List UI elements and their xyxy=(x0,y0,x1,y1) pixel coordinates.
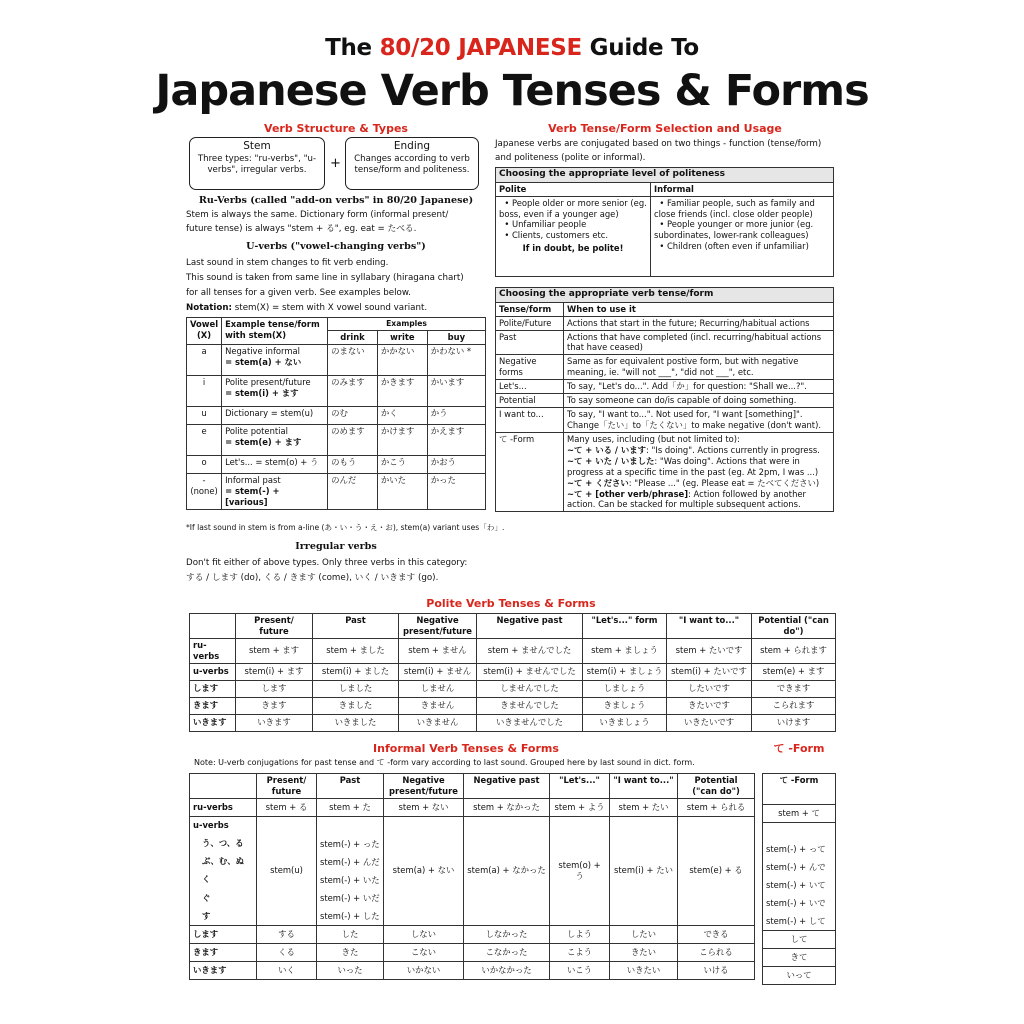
informal-list-cell xyxy=(651,196,834,276)
tense-cell: て -Form xyxy=(496,432,564,511)
te-row xyxy=(763,877,836,895)
desc-line: Informal past xyxy=(225,474,281,485)
te-use-text: : "Please ..." (eg. Please eat = たべてください) xyxy=(628,477,820,488)
usage-intro-2: and politeness (polite or informal). xyxy=(495,153,646,163)
informal-cell: stem + よう xyxy=(550,798,610,816)
ru-verbs-heading: Ru-Verbs (called "add-on verbs" in 80/20 Japanese) xyxy=(198,195,474,206)
notation-text: stem(X) = stem with X vowel sound variant. xyxy=(232,303,428,313)
tense-row xyxy=(496,380,834,394)
informal-cell: stem(e) + る xyxy=(678,816,755,925)
polite-cell: stem(i) + ません xyxy=(399,663,477,680)
te-row xyxy=(763,913,836,931)
polite-cell: しました xyxy=(313,680,399,697)
stem-box xyxy=(189,137,325,190)
polite-row xyxy=(190,714,836,731)
informal-row-label: きます xyxy=(190,943,257,961)
usage-cell: To say, "Let's do...". Add「か」for question: "Shall we...?". xyxy=(564,380,834,394)
polite-header-cell: "Let's..." form xyxy=(583,614,667,639)
tense-cell: Negative forms xyxy=(496,355,564,380)
vowel-row xyxy=(187,344,486,375)
te-cell xyxy=(763,823,836,841)
vowel-cell: e xyxy=(187,424,222,455)
informal-cell: いく xyxy=(257,961,317,979)
polite-list-cell xyxy=(496,196,651,276)
informal-cell: こられる xyxy=(678,943,755,961)
u-sound-label: う、つ、る xyxy=(190,835,257,853)
polite-cell: しませんでした xyxy=(477,680,583,697)
drink-cell: のもう xyxy=(328,455,378,473)
polite-row-label: u-verbs xyxy=(190,663,236,680)
informal-cell: stem + た xyxy=(317,798,384,816)
write-header: write xyxy=(377,330,427,344)
informal-item: • Familiar people, such as family and close friends (incl. close older people) xyxy=(654,197,815,219)
informal-cell: いきたい xyxy=(610,961,678,979)
informal-cell: stem + なかった xyxy=(464,798,550,816)
usage-cell: To say, "I want to...". Not used for, "I want [something]". Change「たい」to「たくない」to make negative (don't want). xyxy=(564,408,834,433)
polite-cell: できます xyxy=(752,680,836,697)
write-cell: かきます xyxy=(377,375,427,406)
politeness-header: Choosing the appropriate level of politeness xyxy=(496,168,834,183)
polite-cell: stem(e) + ます xyxy=(752,663,836,680)
informal-past-line: stem(-) + んだ xyxy=(320,856,380,867)
polite-cell: いきます xyxy=(236,714,313,731)
u-sound-label: す xyxy=(190,907,257,925)
ru-line-2: future tense) is always "stem + る", eg. eat = たべる. xyxy=(186,224,417,234)
te-use xyxy=(567,478,830,489)
te-cell: きて xyxy=(763,949,836,967)
polite-item: • Unfamiliar people xyxy=(499,219,587,230)
polite-cell: いきましょう xyxy=(583,714,667,731)
polite-cell: いきません xyxy=(399,714,477,731)
guide-subtitle xyxy=(0,34,1024,64)
informal-row xyxy=(190,943,755,961)
tense-usage-header: Choosing the appropriate verb tense/form xyxy=(496,288,834,303)
te-cell: stem(-) + いて xyxy=(763,877,836,895)
ending-box xyxy=(345,137,479,190)
informal-cell: できる xyxy=(678,925,755,943)
informal-cell: stem + たい xyxy=(610,798,678,816)
polite-cell: きません xyxy=(399,697,477,714)
informal-header-cell: "I want to..." xyxy=(610,774,678,799)
informal-cell: いかない xyxy=(384,961,464,979)
te-cell: stem + て xyxy=(763,805,836,823)
notation-label: Notation: xyxy=(186,303,233,313)
informal-past-line: stem(-) + した xyxy=(320,910,380,921)
polite-cell: stem + られます xyxy=(752,638,836,663)
usage-cell: Actions that start in the future; Recurring/habitual actions xyxy=(564,316,834,330)
buy-cell: かわない * xyxy=(427,344,485,375)
tense-row xyxy=(496,432,834,511)
desc-cell xyxy=(222,473,328,509)
polite-cell: いけます xyxy=(752,714,836,731)
desc-line: Polite present/future xyxy=(225,376,311,387)
informal-column-header: Informal xyxy=(651,182,834,196)
te-cell: stem(-) + いで xyxy=(763,895,836,913)
vowel-cell: i xyxy=(187,375,222,406)
te-use-pattern: ~て + [other verb/phrase] xyxy=(567,488,689,499)
te-cell: いって xyxy=(763,967,836,985)
polite-cell: しましょう xyxy=(583,680,667,697)
polite-forms-table xyxy=(189,613,836,732)
polite-header-cell: Past xyxy=(313,614,399,639)
vowel-row xyxy=(187,455,486,473)
tense-cell: Let's... xyxy=(496,380,564,394)
usage-cell xyxy=(564,432,834,511)
write-cell: かいた xyxy=(377,473,427,509)
informal-row xyxy=(190,798,755,816)
te-use-pattern: ~て + いた / いました xyxy=(567,455,655,466)
plus-sign: + xyxy=(330,156,341,171)
drink-cell: のみます xyxy=(328,375,378,406)
te-row xyxy=(763,841,836,859)
polite-cell: stem(i) + ます xyxy=(236,663,313,680)
polite-cell: いきませんでした xyxy=(477,714,583,731)
desc-line: Polite potential xyxy=(225,425,288,436)
informal-cell: stem + られる xyxy=(678,798,755,816)
te-use xyxy=(567,445,830,456)
informal-row-label: ru-verbs xyxy=(190,798,257,816)
te-use-pattern: ~て + ください xyxy=(567,477,629,488)
polite-row-label: ru-verbs xyxy=(190,638,236,663)
informal-item: • Children (often even if unfamiliar) xyxy=(654,241,809,252)
polite-cell: stem(i) + ませんでした xyxy=(477,663,583,680)
polite-cell: いきたいです xyxy=(667,714,752,731)
informal-past-line: stem(-) + いた xyxy=(320,874,380,885)
informal-header-cell xyxy=(190,774,257,799)
polite-header-cell: "I want to..." xyxy=(667,614,752,639)
title-prefix: The xyxy=(325,35,380,61)
stem-box-text: Three types: "ru-verbs", "u-verbs", irregular verbs. xyxy=(197,153,317,175)
u-line-3: for all tenses for a given verb. See examples below. xyxy=(186,288,411,298)
desc-formula: = stem(e) + ます xyxy=(225,436,302,447)
examples-header: Examples xyxy=(328,318,486,331)
informal-cell: きた xyxy=(317,943,384,961)
te-header-cell: て -Form xyxy=(763,774,836,805)
tense-row xyxy=(496,394,834,408)
buy-cell: かおう xyxy=(427,455,485,473)
informal-header-cell: Potential ("can do") xyxy=(678,774,755,799)
te-use-text: : "Was doing". Actions that were in progress at a specific time in the past (eg. At 2pm, I was ...) xyxy=(567,455,819,477)
usage-cell: Same as for equivalent postive form, but with negative meaning, ie. "will not ___", "did not ___", etc. xyxy=(564,355,834,380)
informal-cell: stem + ない xyxy=(384,798,464,816)
informal-forms-table xyxy=(189,773,755,980)
u-sound-label: ぶ、む、ぬ xyxy=(190,853,257,871)
informal-table-title: Informal Verb Tenses & Forms xyxy=(373,742,559,755)
usage-section-title: Verb Tense/Form Selection and Usage xyxy=(548,122,782,135)
te-table-body xyxy=(763,805,836,985)
polite-cell: stem + ます xyxy=(236,638,313,663)
tense-row xyxy=(496,330,834,355)
vowel-cell: u xyxy=(187,406,222,424)
te-row xyxy=(763,823,836,841)
informal-cell: したい xyxy=(610,925,678,943)
informal-row-label: いきます xyxy=(190,961,257,979)
informal-past-line: stem(-) + った xyxy=(320,838,380,849)
example-header: Example tense/form with stem(X) xyxy=(222,318,328,345)
vowel-footnote: *If last sound in stem is from a-line (あ・い・う・え・お), stem(a) variant uses「わ」. xyxy=(186,523,505,532)
desc-cell: Let's... = stem(o) + う xyxy=(222,455,328,473)
u-line-1: Last sound in stem changes to fit verb ending. xyxy=(186,258,389,268)
write-cell: かこう xyxy=(377,455,427,473)
polite-cell: いきました xyxy=(313,714,399,731)
polite-cell: stem + ません xyxy=(399,638,477,663)
polite-cell: stem + ました xyxy=(313,638,399,663)
informal-cell: いかなかった xyxy=(464,961,550,979)
informal-past-line: stem(-) + いだ xyxy=(320,892,380,903)
usage-intro-1: Japanese verbs are conjugated based on two things - function (tense/form) xyxy=(495,139,822,149)
vowel-cell: - (none) xyxy=(187,473,222,509)
informal-header-cell: Negative present/future xyxy=(384,774,464,799)
irregular-heading: Irregular verbs xyxy=(295,541,377,552)
irregular-line-2: する / します (do), くる / きます (come), いく / いきます (go). xyxy=(186,573,439,583)
drink-cell: のむ xyxy=(328,406,378,424)
informal-header-cell: Past xyxy=(317,774,384,799)
polite-cell: stem(i) + ましょう xyxy=(583,663,667,680)
informal-cell: stem(a) + なかった xyxy=(464,816,550,925)
polite-cell: します xyxy=(236,680,313,697)
informal-item-text: Familiar people, such as family and close friends (incl. close older people) xyxy=(654,197,815,219)
tense-cell: Polite/Future xyxy=(496,316,564,330)
tense-row xyxy=(496,316,834,330)
vowel-cell: a xyxy=(187,344,222,375)
vowel-row xyxy=(187,375,486,406)
polite-cell: stem + ましょう xyxy=(583,638,667,663)
te-cell: して xyxy=(763,931,836,949)
vowel-row xyxy=(187,406,486,424)
structure-section-title: Verb Structure & Types xyxy=(264,122,408,135)
desc-cell: Dictionary = stem(u) xyxy=(222,406,328,424)
polite-header-cell: Potential ("can do") xyxy=(752,614,836,639)
informal-cell: stem(a) + ない xyxy=(384,816,464,925)
drink-cell: のめます xyxy=(328,424,378,455)
polite-table-title: Polite Verb Tenses & Forms xyxy=(426,597,596,610)
informal-cell: stem(i) + たい xyxy=(610,816,678,925)
informal-row-label: u-verbs xyxy=(190,816,257,834)
desc-line: Negative informal xyxy=(225,345,300,356)
u-sound-label: ぐ xyxy=(190,889,257,907)
usage-cell: Actions that have completed (incl. recurring/habitual actions that have ceased) xyxy=(564,330,834,355)
te-row xyxy=(763,805,836,823)
te-cell: stem(-) + って xyxy=(763,841,836,859)
informal-item-text: Children (often even if unfamiliar) xyxy=(666,241,809,252)
informal-cell: こない xyxy=(384,943,464,961)
polite-cell: きましょう xyxy=(583,697,667,714)
te-use xyxy=(567,489,830,511)
informal-row xyxy=(190,961,755,979)
desc-cell xyxy=(222,344,328,375)
polite-cell: きました xyxy=(313,697,399,714)
write-cell: かかない xyxy=(377,344,427,375)
te-row xyxy=(763,859,836,877)
polite-cell: stem + ませんでした xyxy=(477,638,583,663)
polite-row xyxy=(190,680,836,697)
informal-cell: こなかった xyxy=(464,943,550,961)
tense-row xyxy=(496,408,834,433)
u-line-2: This sound is taken from same line in syllabary (hiragana chart) xyxy=(186,273,464,283)
polite-cell: stem(i) + ました xyxy=(313,663,399,680)
polite-row-label: いきます xyxy=(190,714,236,731)
page-title: Japanese Verb Tenses & Forms xyxy=(155,66,869,116)
informal-cell: こよう xyxy=(550,943,610,961)
informal-note: Note: U-verb conjugations for past tense and て -form vary according to last sound. Grouped here by last sound in dict. form. xyxy=(194,758,695,767)
politeness-table xyxy=(495,167,834,277)
informal-cell: しない xyxy=(384,925,464,943)
informal-cell: stem(u) xyxy=(257,816,317,925)
polite-cell: しません xyxy=(399,680,477,697)
te-cell: stem(-) + して xyxy=(763,913,836,931)
write-cell: かく xyxy=(377,406,427,424)
polite-row-label: します xyxy=(190,680,236,697)
polite-cell: きたいです xyxy=(667,697,752,714)
write-cell: かけます xyxy=(377,424,427,455)
polite-table-body xyxy=(190,638,836,731)
polite-doubt-note: If in doubt, be polite! xyxy=(522,243,624,254)
informal-cell: きたい xyxy=(610,943,678,961)
tense-cell: I want to... xyxy=(496,408,564,433)
informal-cell: した xyxy=(317,925,384,943)
polite-item-text: Unfamiliar people xyxy=(511,219,587,230)
buy-cell: かいます xyxy=(427,375,485,406)
informal-cell: しよう xyxy=(550,925,610,943)
informal-item-text: People younger or more junior (eg. subordinates, lower-rank colleagues) xyxy=(654,219,814,241)
polite-row xyxy=(190,638,836,663)
informal-cell: する xyxy=(257,925,317,943)
vowel-header: Vowel (X) xyxy=(187,318,222,345)
informal-row xyxy=(190,925,755,943)
u-verbs-heading: U-verbs ("vowel-changing verbs") xyxy=(246,241,426,252)
informal-item: • People younger or more junior (eg. subordinates, lower-rank colleagues) xyxy=(654,219,814,241)
informal-past-cell xyxy=(317,816,384,925)
vowel-row xyxy=(187,424,486,455)
polite-header-cell xyxy=(190,614,236,639)
polite-header-cell: Present/ future xyxy=(236,614,313,639)
polite-column-header: Polite xyxy=(496,182,651,196)
informal-header-cell: Present/ future xyxy=(257,774,317,799)
te-row xyxy=(763,967,836,985)
informal-cell: いこう xyxy=(550,961,610,979)
polite-cell: きませんでした xyxy=(477,697,583,714)
buy-cell: かった xyxy=(427,473,485,509)
ending-box-text: Changes according to verb tense/form and politeness. xyxy=(354,153,470,175)
te-use-text: : Action followed by another action. Can be stacked for multiple subsequent actions. xyxy=(567,488,806,510)
tense-row xyxy=(496,355,834,380)
informal-header-cell: "Let's..." xyxy=(550,774,610,799)
desc-cell xyxy=(222,375,328,406)
vowel-cell: o xyxy=(187,455,222,473)
drink-cell: のんだ xyxy=(328,473,378,509)
polite-cell: stem + たいです xyxy=(667,638,752,663)
buy-header: buy xyxy=(427,330,485,344)
desc-formula: = stem(a) + ない xyxy=(225,356,302,367)
buy-cell: かう xyxy=(427,406,485,424)
polite-cell: stem(i) + たいです xyxy=(667,663,752,680)
polite-cell: こられます xyxy=(752,697,836,714)
te-use xyxy=(567,456,830,478)
polite-header-cell: Negative present/future xyxy=(399,614,477,639)
polite-item-text: Clients, customers etc. xyxy=(511,230,609,241)
te-form-table xyxy=(762,773,836,985)
vowel-table xyxy=(186,317,486,510)
polite-header-cell: Negative past xyxy=(477,614,583,639)
informal-cell: いける xyxy=(678,961,755,979)
te-use-pattern: ~て + いる / います xyxy=(567,444,647,455)
te-intro: Many uses, including (but not limited to): xyxy=(567,433,740,444)
informal-row xyxy=(190,816,755,834)
u-line-4 xyxy=(186,301,427,315)
ending-box-title: Ending xyxy=(393,140,431,152)
informal-past-spacer xyxy=(317,817,383,835)
tense-column-header: Tense/form xyxy=(496,302,564,316)
irregular-line-1: Don't fit either of above types. Only three verbs in this category: xyxy=(186,558,468,568)
drink-cell: のまない xyxy=(328,344,378,375)
tense-cell: Potential xyxy=(496,394,564,408)
te-row xyxy=(763,931,836,949)
te-row xyxy=(763,895,836,913)
polite-item-text: People older or more senior (eg. boss, even if a younger age) xyxy=(499,197,647,219)
tense-usage-table xyxy=(495,287,834,512)
informal-row-label: します xyxy=(190,925,257,943)
u-sound-label: く xyxy=(190,871,257,889)
desc-formula: = stem(i) + ます xyxy=(225,387,299,398)
polite-cell: きます xyxy=(236,697,313,714)
polite-row xyxy=(190,697,836,714)
informal-header-cell: Negative past xyxy=(464,774,550,799)
brand-name: 80/20 JAPANESE xyxy=(379,35,582,61)
te-cell: stem(-) + んで xyxy=(763,859,836,877)
te-use-text: : "Is doing". Actions currently in progress. xyxy=(646,444,820,455)
buy-cell: かえます xyxy=(427,424,485,455)
informal-cell: stem(o) + う xyxy=(550,816,610,925)
polite-item: • Clients, customers etc. xyxy=(499,230,609,241)
ru-line-1: Stem is always the same. Dictionary form (informal present/ xyxy=(186,210,449,220)
informal-cell: しなかった xyxy=(464,925,550,943)
desc-formula: = stem(-) + [various] xyxy=(225,485,280,507)
stem-box-title: Stem xyxy=(243,140,271,152)
tense-cell: Past xyxy=(496,330,564,355)
title-suffix: Guide To xyxy=(581,35,699,61)
drink-header: drink xyxy=(328,330,378,344)
desc-cell xyxy=(222,424,328,455)
informal-cell: stem + る xyxy=(257,798,317,816)
polite-row xyxy=(190,663,836,680)
informal-table-body xyxy=(190,798,755,979)
polite-cell: したいです xyxy=(667,680,752,697)
informal-cell: いった xyxy=(317,961,384,979)
vowel-row xyxy=(187,473,486,509)
polite-row-label: きます xyxy=(190,697,236,714)
when-column-header: When to use it xyxy=(564,302,834,316)
usage-cell: To say someone can do/is capable of doing something. xyxy=(564,394,834,408)
te-form-title: て -Form xyxy=(773,742,825,755)
polite-item: • People older or more senior (eg. boss, even if a younger age) xyxy=(499,197,647,219)
informal-cell: くる xyxy=(257,943,317,961)
te-row xyxy=(763,949,836,967)
